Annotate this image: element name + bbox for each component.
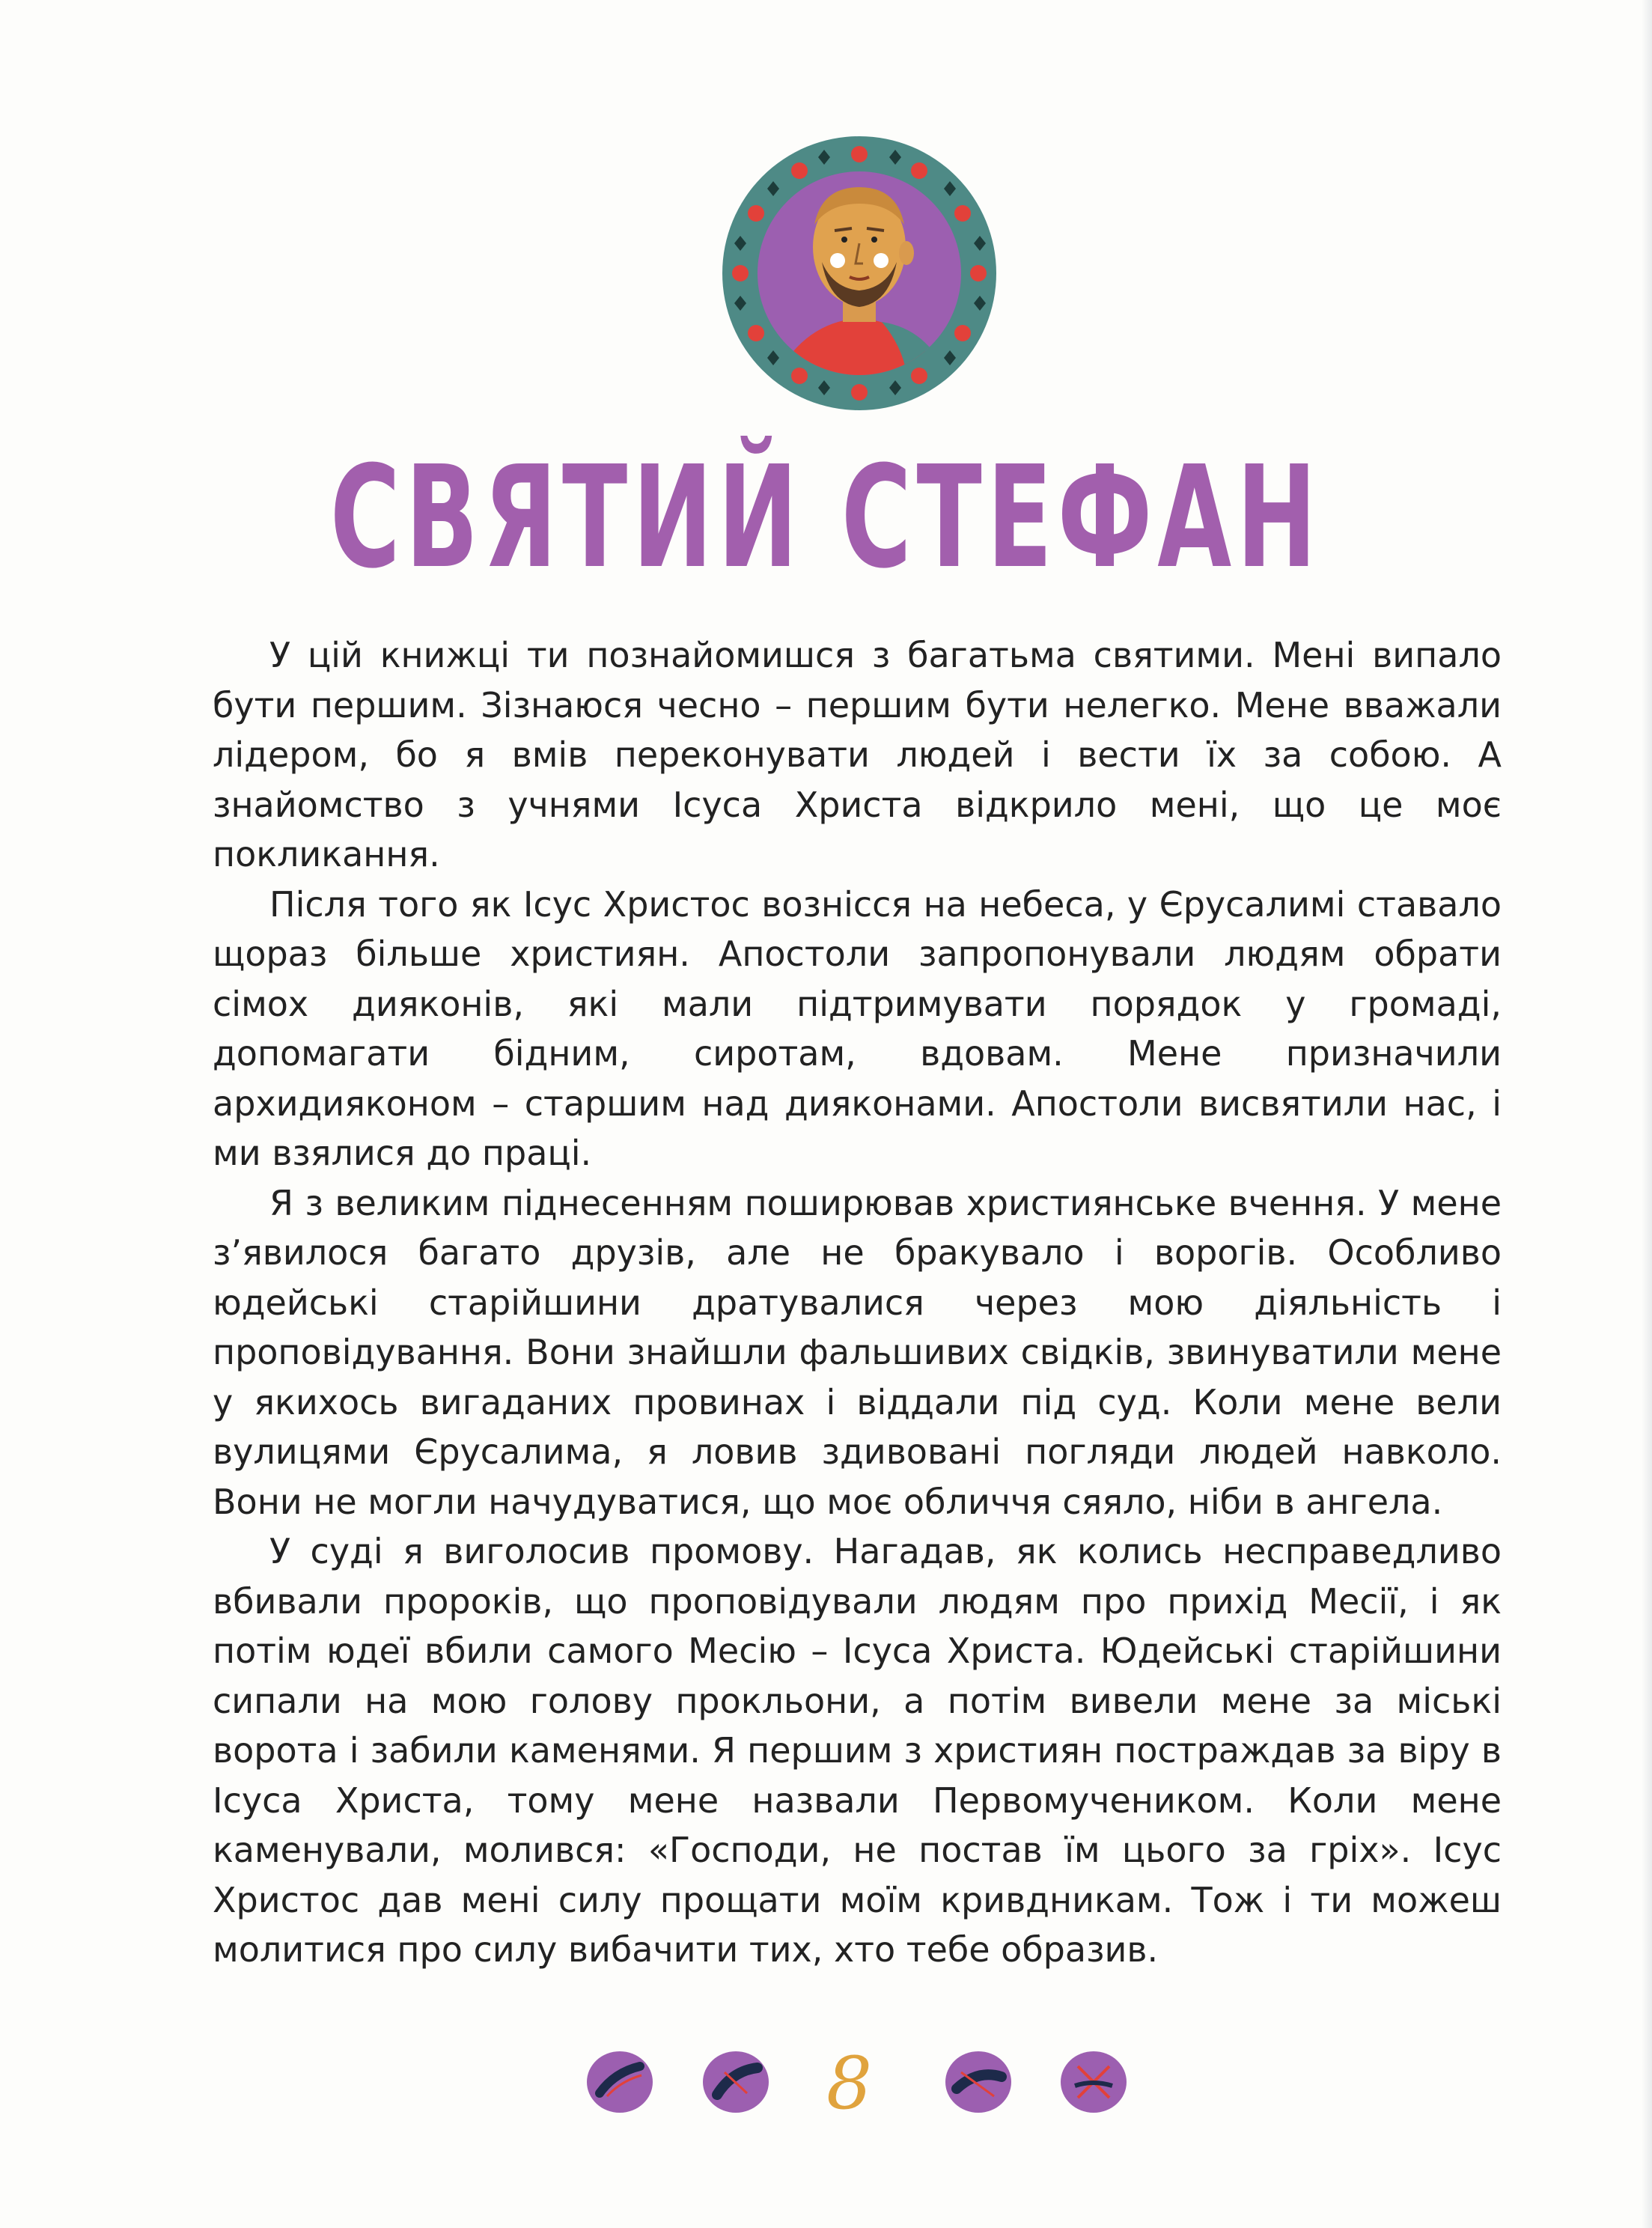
- page-title: СВЯТИЙ СТЕФАН: [329, 436, 1322, 600]
- decorative-ball-icon: [1060, 2050, 1127, 2114]
- decorative-ball-icon: [702, 2050, 769, 2114]
- paragraph: Після того як Ісус Христос вознісся на небеса, у Єрусалимі ставало щораз більше християн. Апостоли запропонували людям обрати сімох дияконів, які мали підтримувати порядок у громаді, допомагати бідним, сиротам, вдовам. Мене призначили архидияконом – старшим над дияконами. Апостоли висвятили нас, і ми взялися до праці.: [213, 883, 1502, 1173]
- paragraph: Я з великим піднесенням поширював християнське вчення. У мене з’явилося багато друзів, але не бракувало і ворогів. Особливо юдейські старійшини дратувалися через мою діяльність і проповідування. Вони знайшли фальшивих свідків, звинуватили мене у якихось вигаданих провинах і віддали під суд. Коли мене вели вулицями Єрусалима, я ловив здивовані погляди людей навколо. Вони не могли начудуватися, що моє обличчя сяяло, ніби в ангела.: [213, 1182, 1502, 1522]
- saint-stephen-portrait: [721, 135, 998, 412]
- decorative-ball-icon: [586, 2050, 653, 2114]
- story-text: [213, 630, 1502, 1975]
- page-edge-shadow: [1642, 0, 1652, 2228]
- paragraph: У суді я виголосив промову. Нагадав, як колись несправедливо вбивали пророків, що проповідували людям про прихід Месії, і як потім юдеї вбили самого Месію – Ісуса Христа. Юдейські старійшини сипали на мою голову прокльони, а потім вивели мене за міські ворота і забили каменями. Я першим з християн постраждав за віру в Ісуса Христа, тому мене назвали Первомучеником. Коли мене каменували, молився: «Господи, не постав їм цього за гріх». Ісус Христос дав мені силу прощати моїм кривдникам. Тож і ти можеш молитися про силу вибачити тих, хто тебе образив.: [213, 1531, 1502, 1970]
- page-footer: [0, 2042, 1652, 2125]
- page-number: 8: [826, 2042, 873, 2125]
- decorative-ball-icon: [945, 2050, 1012, 2114]
- paragraph: У цій книжці ти познайомишся з багатьма святими. Мені випало бути першим. Зізнаюся чесно – першим бути нелегко. Мене вважали лідером, бо я вмів переконувати людей і вести їх за собою. А знайомство з учнями Ісуса Христа відкрило мені, що це моє покликання.: [213, 635, 1502, 874]
